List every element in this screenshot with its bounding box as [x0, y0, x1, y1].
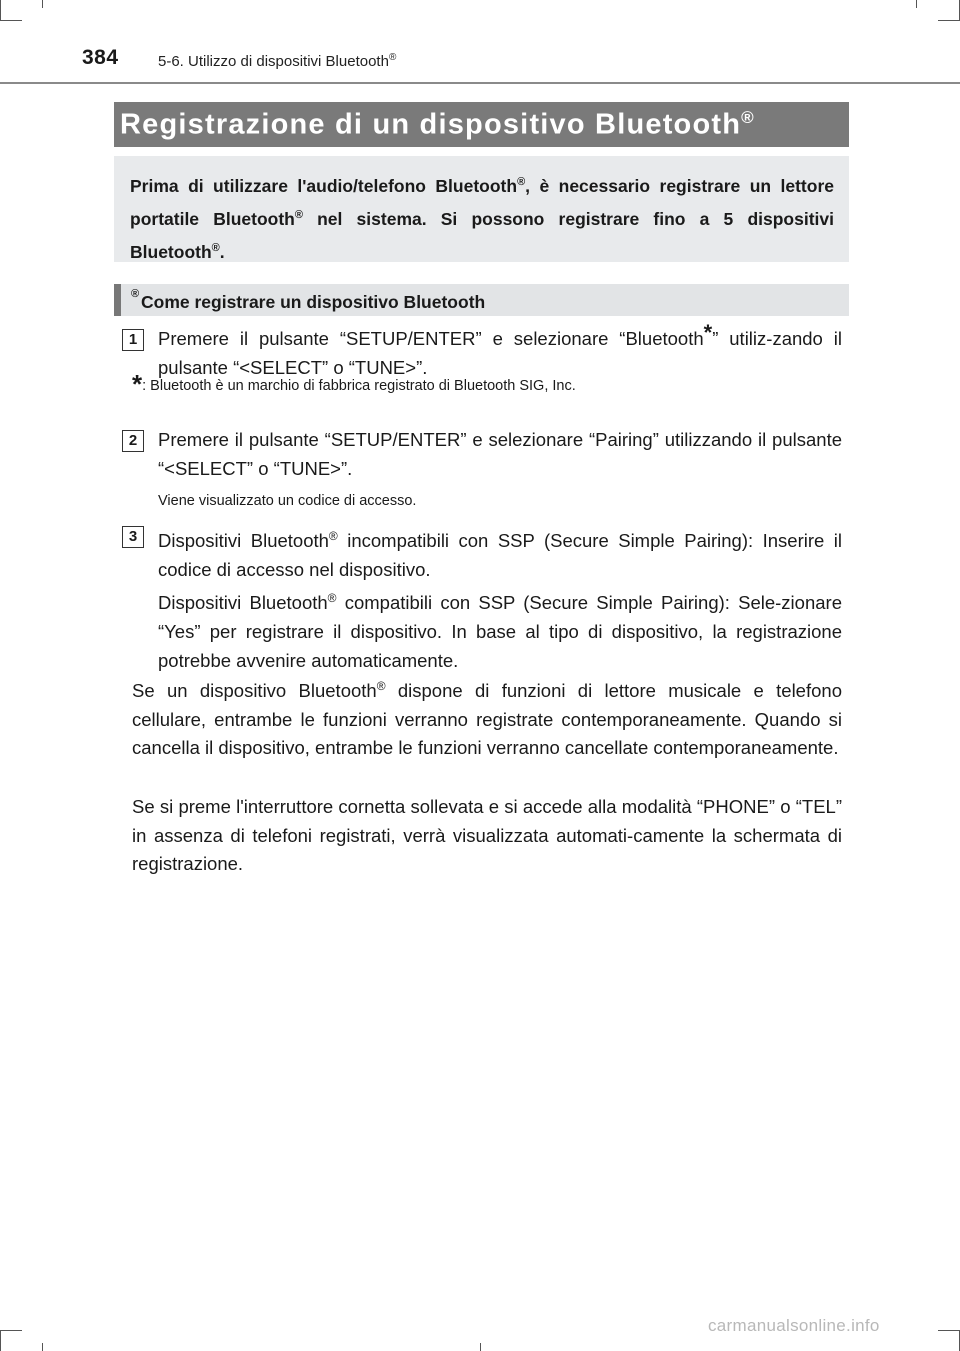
footnote: *: Bluetooth è un marchio di fabbrica registrato di Bluetooth SIG, Inc.: [132, 369, 576, 399]
step-3-text: Dispositivi Bluetooth® incompatibili con SSP (Secure Simple Pairing): Inserire il codice di accesso nel dispositivo. Dispositivi Bluetooth® compatibili con SSP (Secure Simple Pairing): Sele-zionare “Yes” per registrare il dispositivo. In base al tipo di dispositivo, la registrazione potrebbe avvenire automaticamente.: [158, 529, 842, 671]
step-2-note: Viene visualizzato un codice di accesso.: [158, 493, 417, 509]
title-bar: [114, 102, 849, 147]
paragraph-2: Se si preme l'interruttore cornetta sollevata e si accede alla modalità “PHONE” o “TEL” in assenza di telefoni registrati, verrà visualizzata automati-camente la schermata di registrazione.: [132, 796, 842, 875]
section-heading-text: Come registrare un dispositivo Bluetooth ®: [131, 288, 486, 312]
crop-mark: [42, 0, 43, 8]
intro-box: [114, 156, 849, 262]
crop-mark: [480, 1343, 481, 1351]
crop-mark: [0, 20, 22, 21]
running-head: 5-6. Utilizzo di dispositivi Bluetooth®: [158, 52, 397, 70]
page-number: 384: [82, 46, 119, 69]
step-number: 3: [122, 526, 144, 548]
crop-mark: [42, 1343, 43, 1351]
paragraph-1: Se un dispositivo Bluetooth® dispone di funzioni di lettore musicale e telefono cellulare, entrambe le funzioni verranno registrate contemporaneamente. Quando si cancella il dispositivo, entrambe le funzioni verranno cancellate contemporaneamente.: [132, 679, 842, 759]
crop-mark: [916, 0, 917, 8]
section-heading: [114, 284, 849, 316]
crop-mark: [0, 1330, 1, 1351]
step-number: 1: [122, 329, 144, 351]
step-number: 2: [122, 430, 144, 452]
crop-mark: [0, 0, 1, 20]
watermark: carmanualsonline.info: [708, 1316, 880, 1335]
header-rule: [0, 82, 960, 84]
crop-mark: [0, 1330, 22, 1331]
step-2-text: Premere il pulsante “SETUP/ENTER” e selezionare “Pairing” utilizzando il pulsante “<SELECT” o “TUNE>”.: [158, 429, 842, 479]
crop-mark: [938, 20, 960, 21]
intro-text: Prima di utilizzare l'audio/telefono Bluetooth®, è necessario registrare un lettore portatile Bluetooth® nel sistema. Si possono registrare fino a 5 dispositivi Bluetooth®.: [130, 175, 834, 262]
page-title: Registrazione di un dispositivo Bluetooth®: [120, 108, 755, 141]
crop-mark: [938, 1330, 960, 1331]
step-1-text: Premere il pulsante “SETUP/ENTER” e selezionare “Bluetooth*” utiliz-zando il pulsante “<SELECT” o “TUNE>”.: [158, 320, 842, 378]
